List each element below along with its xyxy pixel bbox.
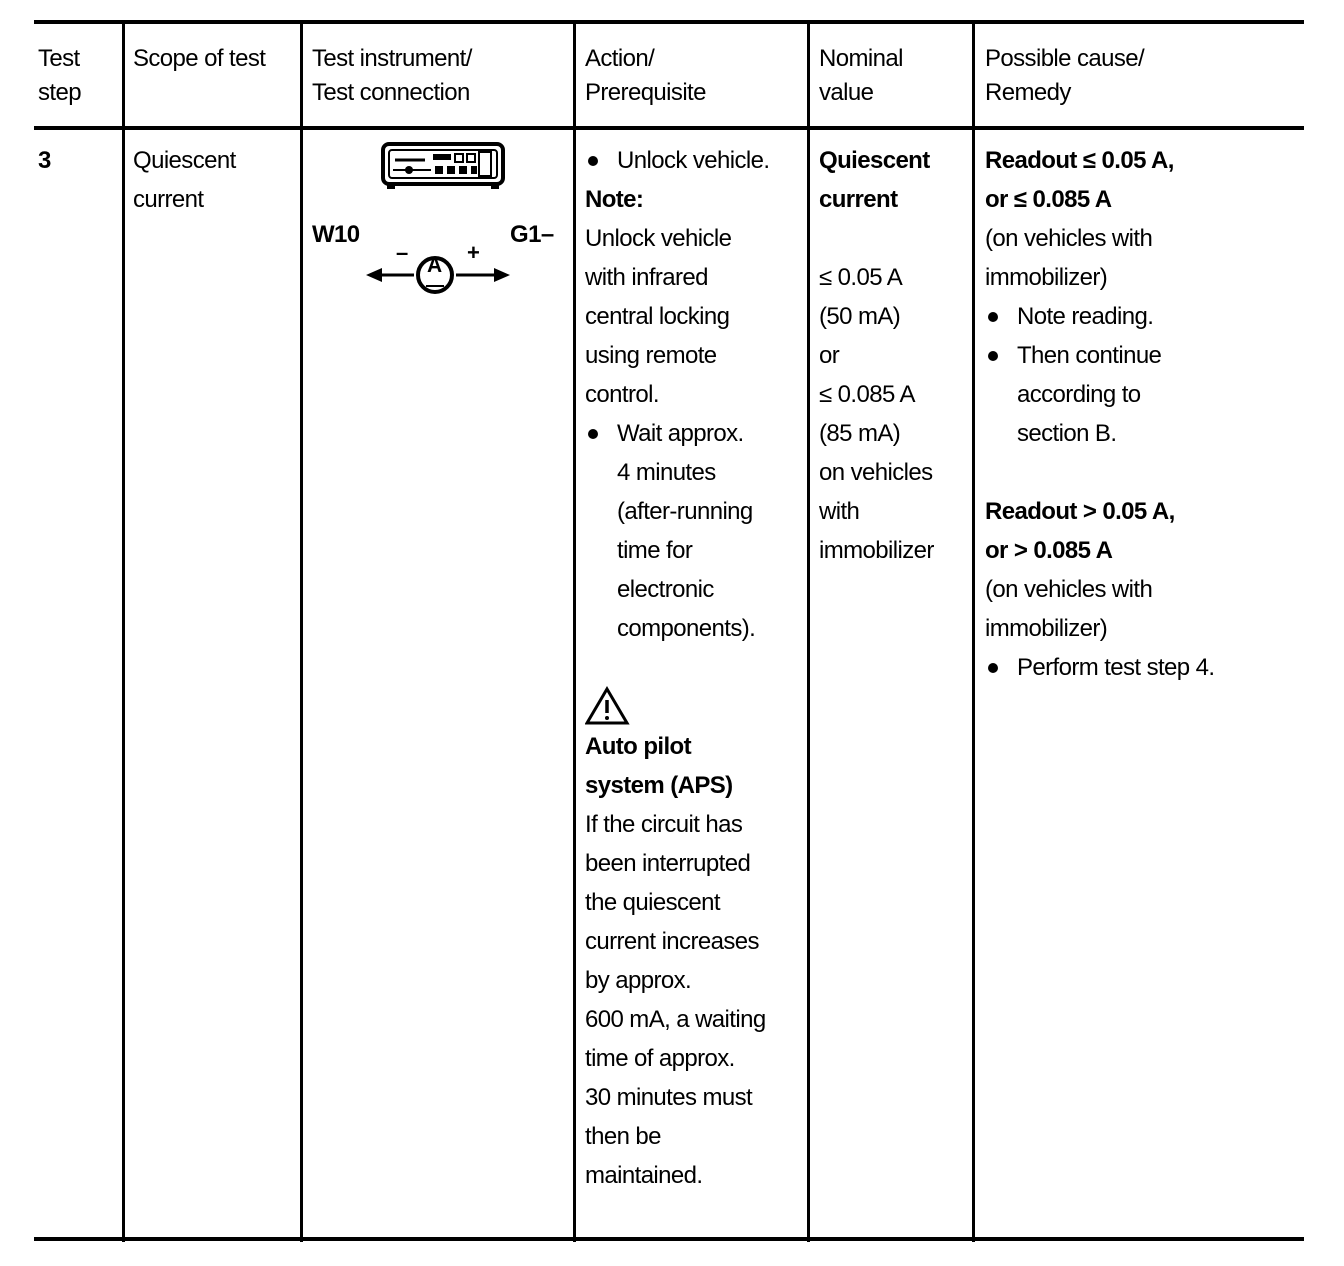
scope-of-test: Quiescent current	[133, 147, 236, 213]
column-divider	[972, 20, 975, 1242]
header-scope: Scope of test	[133, 45, 266, 72]
table-top-border	[34, 20, 1304, 24]
header-test-step: Test step	[38, 45, 81, 106]
list-item: Perform test step 4.	[985, 648, 1214, 687]
column-divider	[122, 20, 125, 1242]
list-item: Unlock vehicle.	[585, 141, 769, 180]
list-item: Then continue according to section B.	[985, 336, 1214, 453]
action-prerequisite: Unlock vehicle. Note: Unlock vehicle with infrared central locking using remote control. Wait approx. 4 minutes (after-running time for electronic components).	[585, 141, 769, 648]
list-item: Wait approx. 4 minutes (after-running time for electronic components).	[585, 414, 769, 648]
note-title: Note:	[585, 186, 644, 213]
multimeter-icon	[381, 140, 507, 190]
minus-terminal-label: –	[396, 240, 408, 265]
nominal-value: Quiescent current ≤ 0.05 A (50 mA) or ≤ 0.085 A (85 mA) on vehicles with immobilizer	[819, 147, 934, 564]
column-divider	[300, 20, 303, 1242]
header-bottom-border	[34, 126, 1304, 130]
test-step-number: 3	[38, 147, 51, 174]
header-nominal: Nominal value	[819, 45, 903, 106]
table-bottom-border	[34, 1237, 1304, 1241]
connection-label-right: G1–	[510, 221, 554, 248]
header-instrument: Test instrument/ Test connection	[312, 45, 472, 106]
aps-note: Auto pilot system (APS) If the circuit has been interrupted the quiescent current increases by approx. 600 mA, a waiting time of approx. 30 minutes must then be maintained.	[585, 733, 766, 1189]
possible-cause-remedy: Readout ≤ 0.05 A, or ≤ 0.085 A (on vehicles with immobilizer) Note reading. Then continue according to section B. Readout > 0.05 A, or > 0.085 A (on vehicles with immobilizer) Perform test step 4.	[985, 141, 1214, 687]
column-divider	[573, 20, 576, 1242]
ammeter-symbol: A	[427, 254, 442, 277]
header-cause: Possible cause/ Remedy	[985, 45, 1145, 106]
connection-label-left: W10	[312, 221, 360, 248]
plus-terminal-label: +	[467, 240, 480, 265]
warning-triangle-icon	[585, 686, 633, 726]
list-item: Note reading.	[985, 297, 1214, 336]
column-divider	[807, 20, 810, 1242]
header-action: Action/ Prerequisite	[585, 45, 706, 106]
